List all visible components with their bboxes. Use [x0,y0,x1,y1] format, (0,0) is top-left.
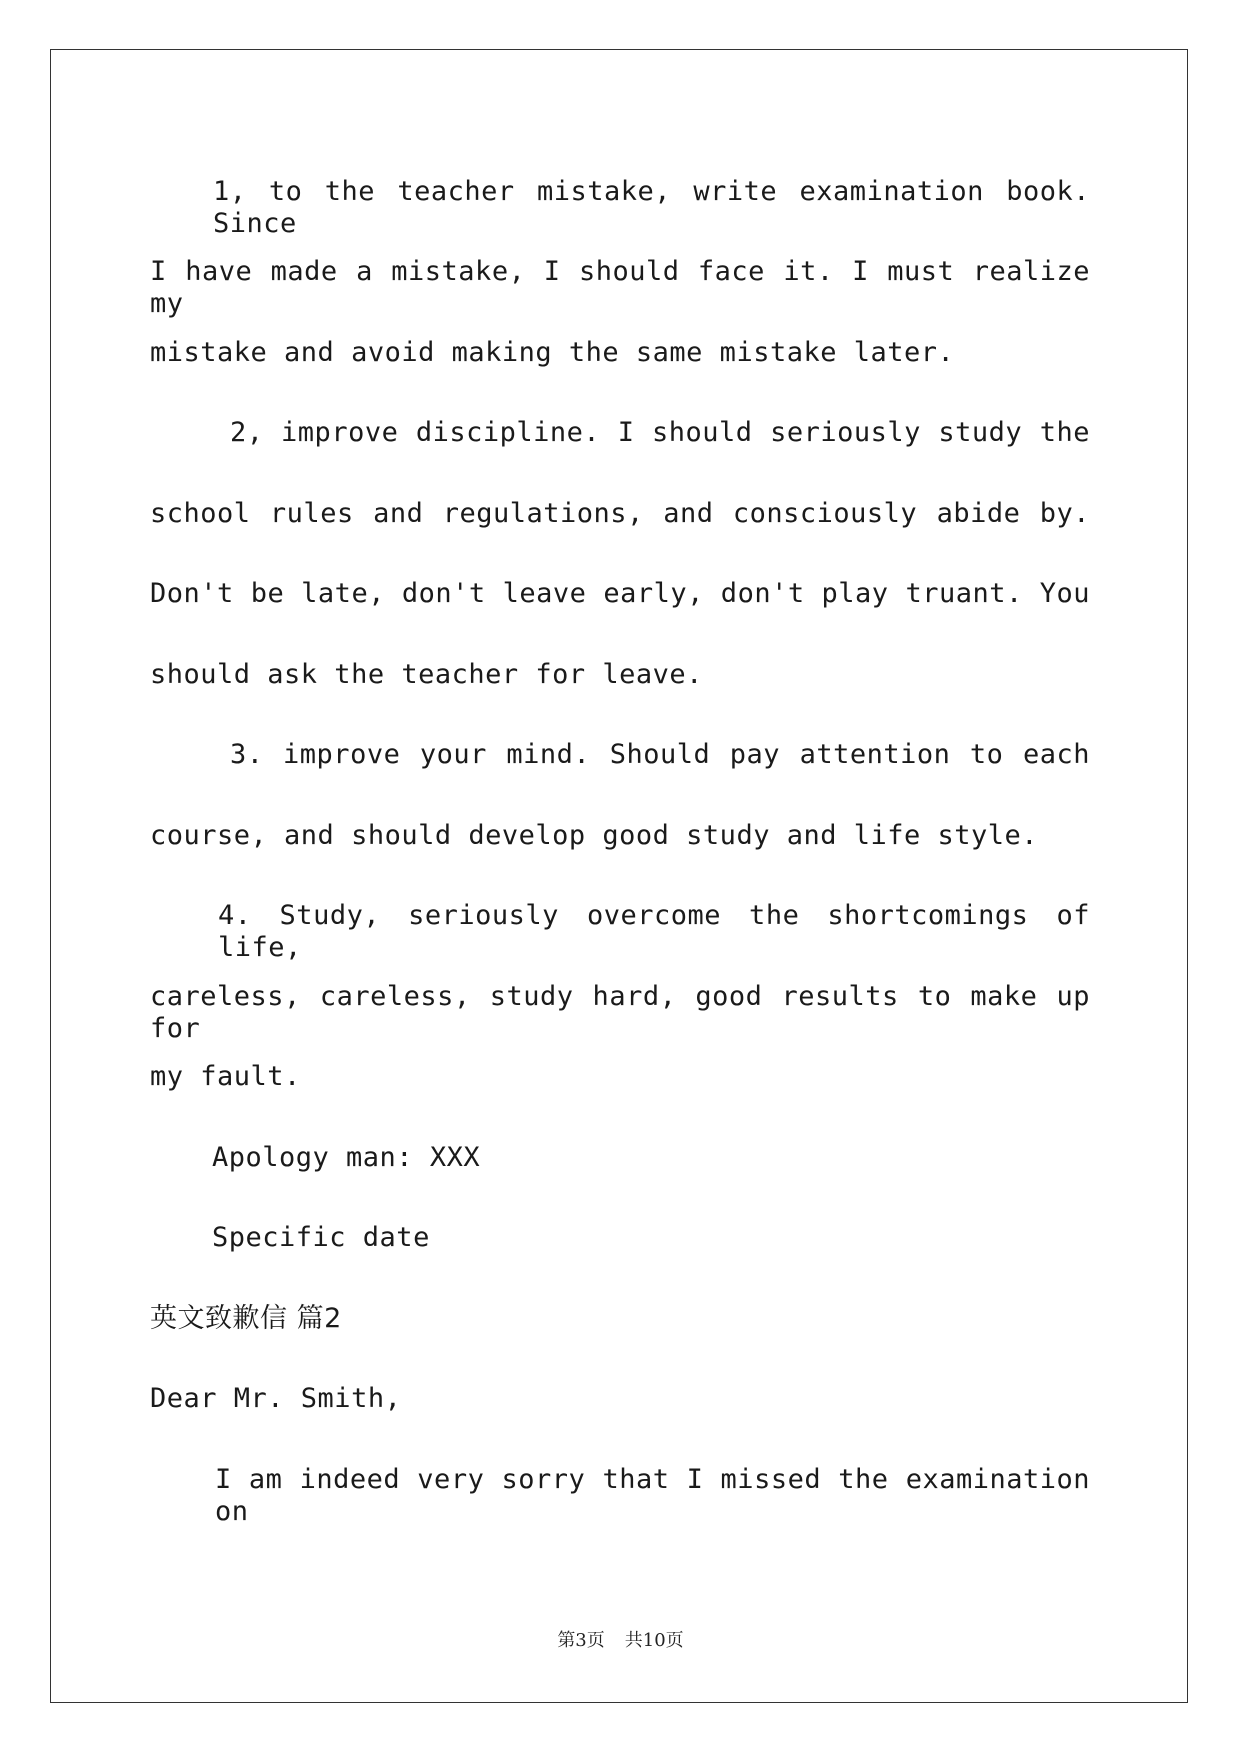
paragraph-2-line-2: school rules and regulations, and consciously abide by. [150,498,1090,529]
paragraph-4-line-1: 4. Study, seriously overcome the shortcomings of life, [218,900,1090,963]
page-number-current: 第3页 [557,1630,605,1651]
paragraph-1-line-2: I have made a mistake, I should face it. I must realize my [150,256,1090,319]
paragraph-3-line-1: 3. improve your mind. Should pay attention to each [230,739,1090,770]
letter-body-line-1: I am indeed very sorry that I missed the examination on [215,1464,1090,1527]
paragraph-2-line-4: should ask the teacher for leave. [150,659,703,690]
date-line: Specific date [212,1222,430,1253]
paragraph-4-line-3: my fault. [150,1061,301,1092]
paragraph-2-line-1: 2, improve discipline. I should seriously study the [230,417,1090,448]
signature-line: Apology man: XXX [212,1142,481,1173]
paragraph-2-line-3: Don't be late, don't leave early, don't play truant. You [150,578,1090,609]
section-heading: 英文致歉信 篇2 [150,1303,342,1334]
paragraph-1-line-1: 1, to the teacher mistake, write examination book. Since [213,176,1090,239]
paragraph-3-line-2: course, and should develop good study and life style. [150,820,1039,851]
page-footer [0,1626,1241,1652]
page-number-total: 共10页 [624,1630,684,1651]
paragraph-4-line-2: careless, careless, study hard, good results to make up for [150,981,1090,1044]
salutation: Dear Mr. Smith, [150,1383,402,1414]
paragraph-1-line-3: mistake and avoid making the same mistake later. [150,337,955,368]
